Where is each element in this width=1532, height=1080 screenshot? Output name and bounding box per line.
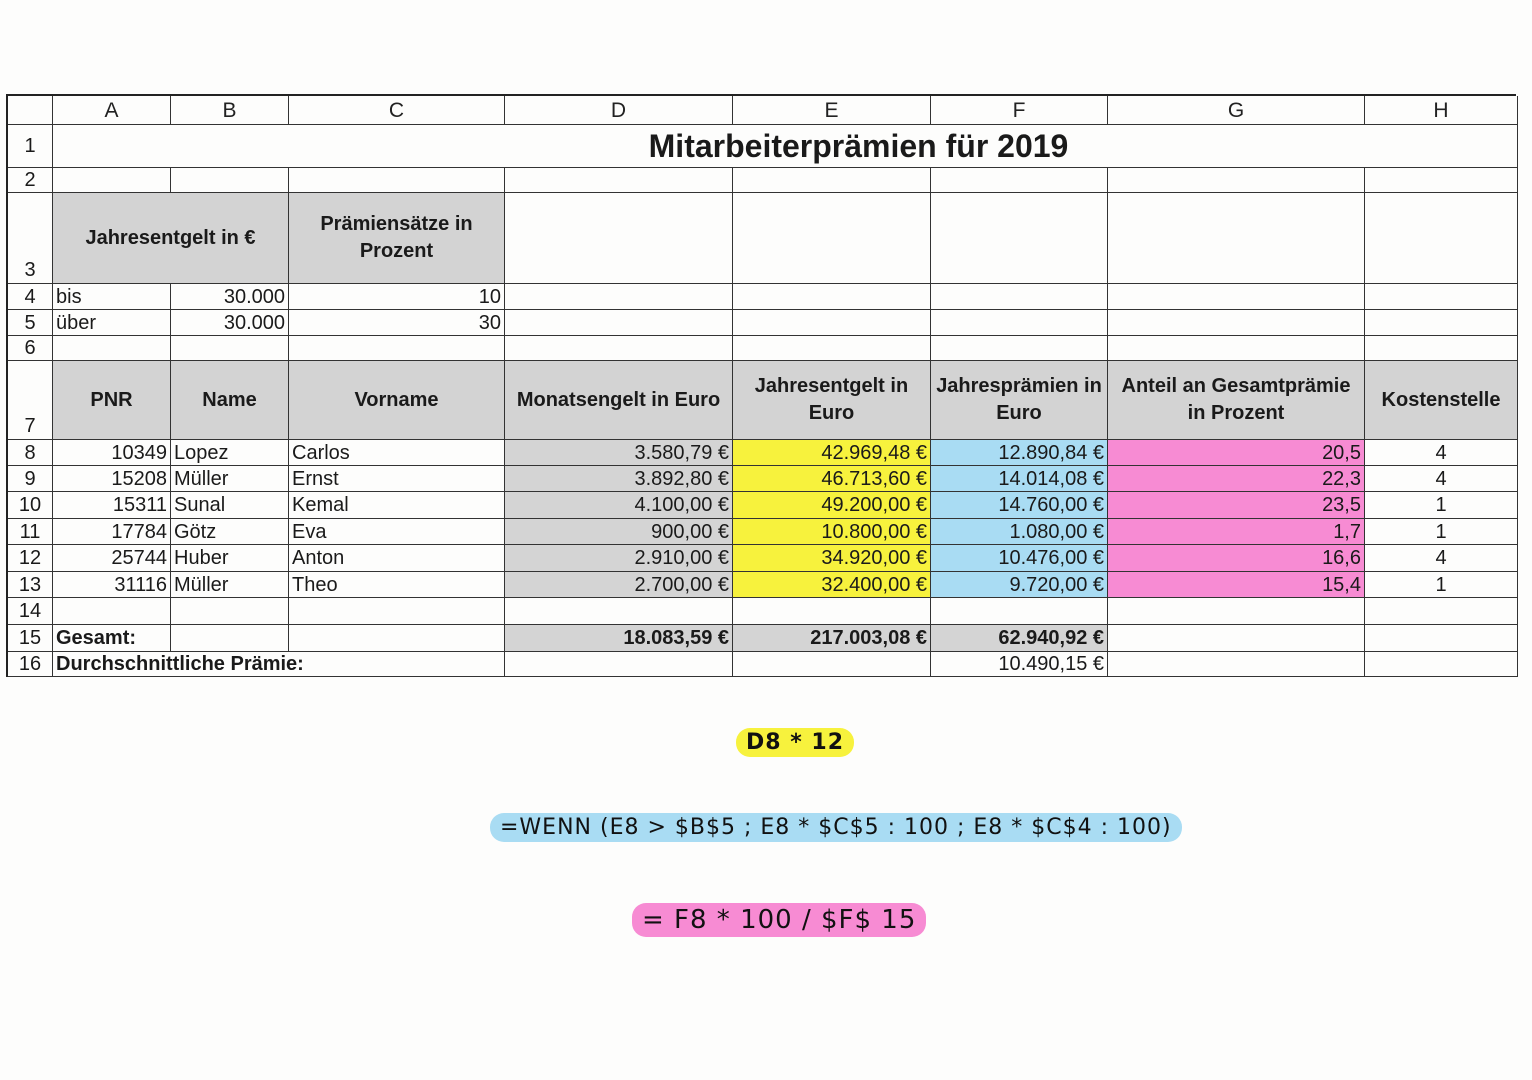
cost-center-cell[interactable]: 4 [1365,440,1518,466]
total-label[interactable]: Gesamt: [53,625,171,652]
empty-cell[interactable] [53,336,171,361]
rate-label[interactable]: bis [53,284,171,310]
empty-cell[interactable] [931,598,1108,625]
empty-cell[interactable] [931,193,1108,284]
name-cell[interactable]: Sunal [171,492,289,519]
rate-percent[interactable]: 10 [289,284,505,310]
row-number-4[interactable]: 4 [8,284,53,310]
total-bonus[interactable]: 62.940,92 € [931,625,1108,652]
cost-center-cell[interactable]: 4 [1365,466,1518,492]
formula-note-yellow: D8 * 12 [736,728,854,757]
pnr-cell[interactable]: 17784 [53,519,171,545]
row-number-5[interactable]: 5 [8,310,53,336]
row-number-7[interactable]: 7 [8,361,53,440]
table-header-2[interactable]: Name [171,361,289,440]
row-number-11[interactable]: 11 [8,519,53,545]
empty-cell[interactable] [733,168,931,193]
rate-percent[interactable]: 30 [289,310,505,336]
name-cell[interactable]: Müller [171,572,289,598]
empty-cell[interactable] [931,336,1108,361]
pnr-cell[interactable]: 15208 [53,466,171,492]
pnr-cell[interactable]: 25744 [53,545,171,572]
annual-salary-cell[interactable]: 32.400,00 € [733,572,931,598]
total-monthly[interactable]: 18.083,59 € [505,625,733,652]
bonus-share-cell[interactable]: 22,3 [1108,466,1365,492]
empty-cell[interactable] [1365,336,1518,361]
monthly-salary-cell[interactable]: 3.580,79 € [505,440,733,466]
empty-cell[interactable] [171,625,289,652]
empty-cell[interactable] [1108,193,1365,284]
page-title[interactable]: Mitarbeiterprämien für 2019 [53,125,1518,168]
monthly-salary-cell[interactable]: 2.910,00 € [505,545,733,572]
empty-cell[interactable] [505,310,733,336]
vorname-cell[interactable]: Anton [289,545,505,572]
annual-salary-cell[interactable]: 34.920,00 € [733,545,931,572]
empty-cell[interactable] [1365,598,1518,625]
table-header-3[interactable]: Vorname [289,361,505,440]
row-number-3[interactable]: 3 [8,193,53,284]
annual-salary-cell[interactable]: 42.969,48 € [733,440,931,466]
name-cell[interactable]: Götz [171,519,289,545]
annual-bonus-cell[interactable]: 10.476,00 € [931,545,1108,572]
empty-cell[interactable] [505,284,733,310]
empty-cell[interactable] [931,168,1108,193]
table-header-7[interactable]: Anteil an Gesamtprämie in Prozent [1108,361,1365,440]
monthly-salary-cell[interactable]: 3.892,80 € [505,466,733,492]
empty-cell[interactable] [289,168,505,193]
empty-cell[interactable] [1108,336,1365,361]
table-header-1[interactable]: PNR [53,361,171,440]
empty-cell[interactable] [505,168,733,193]
name-cell[interactable]: Huber [171,545,289,572]
empty-cell[interactable] [1108,652,1365,677]
row-number-14[interactable]: 14 [8,598,53,625]
annual-bonus-cell[interactable]: 1.080,00 € [931,519,1108,545]
table-header-6[interactable]: Jahresprämien in Euro [931,361,1108,440]
monthly-salary-cell[interactable]: 900,00 € [505,519,733,545]
column-header-H[interactable]: H [1365,96,1518,125]
empty-cell[interactable] [289,625,505,652]
annual-salary-cell[interactable]: 46.713,60 € [733,466,931,492]
vorname-cell[interactable]: Ernst [289,466,505,492]
cost-center-cell[interactable]: 1 [1365,572,1518,598]
spreadsheet-grid [6,94,1516,677]
annual-bonus-cell[interactable]: 14.760,00 € [931,492,1108,519]
rate-header-income[interactable]: Jahresentgelt in € [53,193,289,284]
table-header-5[interactable]: Jahresentgelt in Euro [733,361,931,440]
empty-cell[interactable] [733,193,931,284]
empty-cell[interactable] [1365,310,1518,336]
column-header-F[interactable]: F [931,96,1108,125]
rate-amount[interactable]: 30.000 [171,284,289,310]
annual-salary-cell[interactable]: 49.200,00 € [733,492,931,519]
empty-cell[interactable] [1365,625,1518,652]
rate-label[interactable]: über [53,310,171,336]
empty-cell[interactable] [733,598,931,625]
empty-cell[interactable] [53,168,171,193]
column-header-C[interactable]: C [289,96,505,125]
formula-note-pink: = F8 * 100 / $F$ 15 [632,903,926,937]
empty-cell[interactable] [931,310,1108,336]
rate-amount[interactable]: 30.000 [171,310,289,336]
annual-bonus-cell[interactable]: 12.890,84 € [931,440,1108,466]
monthly-salary-cell[interactable]: 2.700,00 € [505,572,733,598]
empty-cell[interactable] [1365,284,1518,310]
bonus-share-cell[interactable]: 16,6 [1108,545,1365,572]
vorname-cell[interactable]: Eva [289,519,505,545]
bonus-share-cell[interactable]: 23,5 [1108,492,1365,519]
rate-header-percent[interactable]: Prämiensätze in Prozent [289,193,505,284]
name-cell[interactable]: Müller [171,466,289,492]
name-cell[interactable]: Lopez [171,440,289,466]
formula-note-blue: =WENN (E8 > $B$5 ; E8 * $C$5 : 100 ; E8 * $C$4 : 100) [490,813,1182,842]
pnr-cell[interactable]: 15311 [53,492,171,519]
empty-cell[interactable] [733,336,931,361]
bonus-share-cell[interactable]: 20,5 [1108,440,1365,466]
pnr-cell[interactable]: 10349 [53,440,171,466]
empty-cell[interactable] [171,336,289,361]
empty-cell[interactable] [53,598,171,625]
average-bonus[interactable]: 10.490,15 € [931,652,1108,677]
empty-cell[interactable] [289,336,505,361]
column-header-G[interactable]: G [1108,96,1365,125]
cost-center-cell[interactable]: 1 [1365,492,1518,519]
empty-cell[interactable] [1108,598,1365,625]
row-number-13[interactable]: 13 [8,572,53,598]
empty-cell[interactable] [505,598,733,625]
empty-cell[interactable] [505,193,733,284]
empty-cell[interactable] [1108,284,1365,310]
empty-cell[interactable] [931,284,1108,310]
total-annual[interactable]: 217.003,08 € [733,625,931,652]
empty-cell[interactable] [1108,625,1365,652]
monthly-salary-cell[interactable]: 4.100,00 € [505,492,733,519]
annual-bonus-cell[interactable]: 14.014,08 € [931,466,1108,492]
vorname-cell[interactable]: Theo [289,572,505,598]
table-header-4[interactable]: Monatsengelt in Euro [505,361,733,440]
table-header-8[interactable]: Kostenstelle [1365,361,1518,440]
annual-bonus-cell[interactable]: 9.720,00 € [931,572,1108,598]
spreadsheet [6,94,1516,680]
cost-center-cell[interactable]: 1 [1365,519,1518,545]
column-header-B[interactable]: B [171,96,289,125]
row-number-2[interactable]: 2 [8,168,53,193]
row-number-6[interactable]: 6 [8,336,53,361]
empty-cell[interactable] [505,652,733,677]
average-label[interactable]: Durchschnittliche Prämie: [53,652,505,677]
annual-salary-cell[interactable]: 10.800,00 € [733,519,931,545]
row-number-15[interactable]: 15 [8,625,53,652]
row-number-8[interactable]: 8 [8,440,53,466]
empty-cell[interactable] [505,336,733,361]
empty-cell[interactable] [1365,193,1518,284]
bonus-share-cell[interactable]: 1,7 [1108,519,1365,545]
pnr-cell[interactable]: 31116 [53,572,171,598]
corner-cell[interactable] [8,96,53,125]
bonus-share-cell[interactable]: 15,4 [1108,572,1365,598]
column-header-E[interactable]: E [733,96,931,125]
vorname-cell[interactable]: Kemal [289,492,505,519]
empty-cell[interactable] [1365,652,1518,677]
empty-cell[interactable] [289,598,505,625]
empty-cell[interactable] [171,598,289,625]
row-number-12[interactable]: 12 [8,545,53,572]
empty-cell[interactable] [1108,310,1365,336]
empty-cell[interactable] [1108,168,1365,193]
column-header-D[interactable]: D [505,96,733,125]
empty-cell[interactable] [1365,168,1518,193]
empty-cell[interactable] [733,652,931,677]
vorname-cell[interactable]: Carlos [289,440,505,466]
empty-cell[interactable] [171,168,289,193]
row-number-16[interactable]: 16 [8,652,53,677]
empty-cell[interactable] [733,310,931,336]
row-number-10[interactable]: 10 [8,492,53,519]
row-number-9[interactable]: 9 [8,466,53,492]
cost-center-cell[interactable]: 4 [1365,545,1518,572]
empty-cell[interactable] [733,284,931,310]
row-number-1[interactable]: 1 [8,125,53,168]
column-header-A[interactable]: A [53,96,171,125]
